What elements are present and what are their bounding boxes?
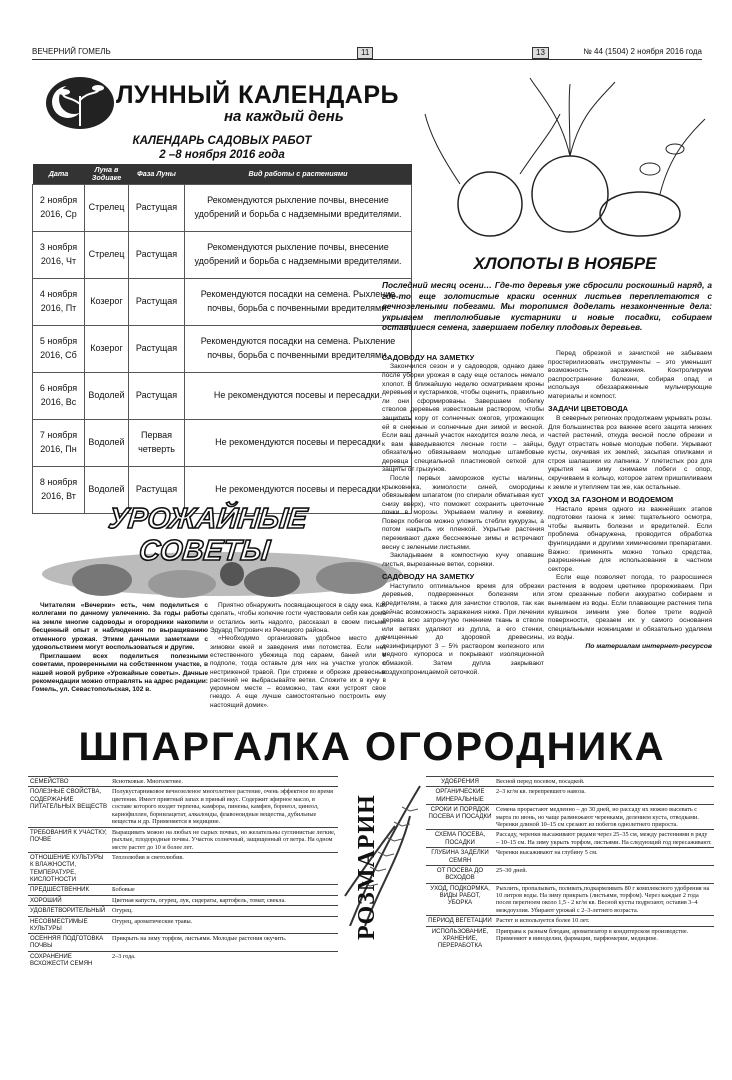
row-label: ПОЛЕЗНЫЕ СВОЙСТВА, СОДЕРЖАНИЕ ПИТАТЕЛЬНЫХ ВЕЩЕСТВ — [28, 787, 110, 827]
date-cell: 4 ноября 2016, Пт — [33, 278, 85, 325]
date-cell: 2 ноября 2016, Ср — [33, 184, 85, 231]
column-header: Дата — [33, 164, 85, 184]
work-cell: Не рекомендуются посевы и пересадки. — [185, 372, 412, 419]
paragraph: В северных регионах продолжаем укрывать розы. Для большинства роз важнее всего защита нижних частей растений, откуда весной после обрезки и будут отрастать новые молодые побеги. Укрывают кусты, окучивая их землей, засыпая опилками и строя шалашики из лапника. У плетистых роз для укрытия на зиму снимаем побеги с опор, скручиваем в кольцо, которое затем пришпиливаем к земле и утепляем так же, как остальные. — [548, 414, 712, 491]
zodiac-cell: Стрелец — [85, 184, 129, 231]
gardener-cheatsheet-title: ШПАРГАЛКА ОГОРОДНИКА — [78, 725, 666, 769]
work-cell: Рекомендуются рыхление почвы, внесение удобрений и борьба с надземными вредителями. — [185, 184, 412, 231]
table-row — [33, 419, 412, 466]
advice-letter-text-2: «Необходимо организовать удобное место для зимовки ежей и заведения ими потомства. Если нет естественного убежища под сараем, баней или в подполе, тогда оставьте для них на участке уголок с нестриженой травой. При стрижке и обрезке древесных растений не выбрасывайте ветки. Сложите их в кучу в укромном месте – возможно, там ежи устроят свое гнездо. А еще лучше самостоятельно построить ему настоящий домик». — [210, 635, 386, 709]
row-label: ГЛУБИНА ЗАДЕЛКИ СЕМЯН — [426, 848, 494, 866]
work-cell: Рекомендуются посадки на семена. Рыхление почвы, борьба с почвенными вредителями. — [185, 325, 412, 372]
date-cell: 3 ноября 2016, Чт — [33, 231, 85, 278]
date-cell: 6 ноября 2016, Вс — [33, 372, 85, 419]
date-cell: 8 ноября 2016, Вт — [33, 466, 85, 513]
paragraph: Перед обрезкой и зачисткой не забываем простерилизовать инструменты – это уменьшит возможность заражения. Контролируем распространение болезни, собирая опад и используя обеззараженные мульчирующие материалы и компост. — [548, 350, 712, 400]
november-chores-lead: Последний месяц осени… Где-то деревья уже сбросили роскошный наряд, а где-то еще золотистые краски осенних листьев переплетаются с вечнозелеными побегами. Мы торопимся доделать незаконченные дела: укрываем теплолюбивые кустарники и новые посадки, собираем оставшиеся семена, завершаем побелку плодовых деревьев. — [382, 280, 712, 333]
table-row — [426, 830, 714, 848]
source-credit: По материалам интернет-ресурсов — [585, 642, 712, 650]
row-label: ОРГАНИЧЕСКИЕ МИНЕРАЛЬНЫЕ — [426, 787, 494, 805]
row-value: Растет и используется более 10 лет. — [494, 916, 714, 926]
row-value: Огурец. — [110, 906, 338, 916]
table-row — [33, 372, 412, 419]
advice-intro-text: Читателям «Вечерки» есть, чем поделиться с коллегами по дачному увлечению. За годы работы на земле многие садоводы и огородники накопили бесценный опыт и наблюдения по выращиванию отменного урожая. Этими дачными заметками с удовольствием могут воспользоваться и другие. — [32, 602, 208, 652]
row-label: ИСПОЛЬЗОВАНИЕ, ХРАНЕНИЕ, ПЕРЕРАБОТКА — [426, 926, 494, 950]
table-row — [426, 787, 714, 805]
date-cell: 5 ноября 2016, Сб — [33, 325, 85, 372]
row-label: ПРЕДШЕСТВЕННИК — [28, 885, 110, 895]
row-value: Полукустарниковое вечнозеленое многолетнее растение, очень эффектное во время цветения. Имеет приятный запах и пряный вкус. Содержит эфирное масло, в составе которого входят терпены, камфора, пинены, камфен, борнеол, цинеол, кариофиллен, борнилацетат, алкалоиды, флавоноидные вещества, дубильные вещества и др. Применяется в медицине. — [110, 787, 338, 827]
work-cell: Не рекомендуются посевы и пересадки — [185, 419, 412, 466]
phase-cell: Растущая — [129, 325, 185, 372]
calendar-heading-line2: 2 –8 ноября 2016 года — [159, 149, 285, 162]
table-row — [28, 951, 338, 968]
page-number-right: 13 — [532, 47, 549, 59]
table-row — [426, 865, 714, 883]
work-cell: Не рекомендуются посевы и пересадки — [185, 466, 412, 513]
row-value: Рассаду, черенки высаживают рядами через 25–35 см, между растениями в ряду – 10–15 см. На зиму укрыть торфом, листьями. На следующий год пересаживают. — [494, 830, 714, 848]
advice-letter-column — [210, 602, 386, 710]
table-row — [28, 916, 338, 934]
table-row — [426, 777, 714, 787]
row-value: Приправа к разным блюдам, ароматизатор в кондитерском производстве. Применяют в виноделии, фармации, парфюмерии, медицине. — [494, 926, 714, 950]
paragraph: После первых заморозков кусты малины, крыжовника, жимолости синей, смородины обвязываем шпагатом (по спирали обматывая куст снизу вверх), что поможет сохранить цветочные почки в морозы. Укрываем малину и ежевику. Поверх побегов можно уложить стебли кукурузы, а потом накрыть их пленкой. Укрытые растения переживают даже бесснежные зимы и встречают весну с зелеными листьями. — [382, 474, 544, 551]
section-heading: ЗАДАЧИ ЦВЕТОВОДА — [548, 404, 628, 414]
table-row — [33, 278, 412, 325]
paragraph: Наступило оптимальное время для обрезки деревьев, подверженных болезням или вредителям, а также для зачистки стволов, так как сейчас возможность заражения ниже. При лечении дерева всю затронутую гниением ткань в стволе или ветвях удаляют из дупла, а его стенки, очищенные до здоровой древесины, дезинфицируют 3 – 5% раствором железного или медного купороса и покрывают изоляционной обмазкой. Затем дупла закрывают воздухопроницаемой сеточкой. — [382, 582, 544, 676]
row-value: Черенки высаживают на глубину 5 см. — [494, 848, 714, 866]
phase-cell: Растущая — [129, 278, 185, 325]
table-row — [426, 805, 714, 830]
harvest-advice-title-line2: СОВЕТЫ — [137, 534, 272, 567]
table-row — [426, 916, 714, 926]
advice-intro-column — [32, 602, 208, 695]
table-row — [426, 926, 714, 950]
row-label: НЕСОВМЕСТИМЫЕ КУЛЬТУРЫ — [28, 916, 110, 934]
zodiac-cell: Водолей — [85, 372, 129, 419]
row-label: ОТ ПОСЕВА ДО ВСХОДОВ — [426, 865, 494, 883]
page-number-left: 11 — [357, 47, 373, 59]
table-row — [28, 906, 338, 916]
row-value: Семена прорастают медленно – до 30 дней, но рассаду их можно высевать с марта по июнь, но чаще размножают черенками, делением куста, отводками. Черенки длиной 10–15 см срезают из побегов однолетнего прироста. — [494, 805, 714, 830]
section-heading: САДОВОДУ НА ЗАМЕТКУ — [382, 572, 475, 582]
date-cell: 7 ноября 2016, Пн — [33, 419, 85, 466]
paragraph: Закладываем в компостную кучу опавшие листья, вырезанные ветки, сорняки. — [382, 552, 544, 568]
column-header: Фаза Луны — [129, 164, 185, 184]
row-label: ТРЕБОВАНИЯ К УЧАСТКУ, ПОЧВЕ — [28, 827, 110, 852]
advice-letter-text: Приятно обнаружить посвящающегося в саду ежа. Как сделать, чтобы колючие гости чувствовали себя как дома и остались жить надолго, рассказал в своем письме Эдуард Петрович из Речицкого района. — [210, 602, 386, 634]
row-value: Цветная капуста, огурец, лук, сидераты, картофель, томат, свекла. — [110, 895, 338, 905]
lunar-calendar-table — [32, 164, 412, 514]
table-row — [33, 184, 412, 231]
row-value: Весной перед посевом, посадкой. — [494, 777, 714, 787]
table-row — [28, 777, 338, 787]
table-row — [28, 934, 338, 952]
row-label: СРОКИ И ПОРЯДОК ПОСЕВА И ПОСАДКИ — [426, 805, 494, 830]
column-header: Луна в Зодиаке — [85, 164, 129, 184]
calendar-heading — [32, 134, 412, 163]
row-label: УДОБРЕНИЯ — [426, 777, 494, 787]
row-value: Яснотковые. Многолетнее. — [110, 777, 338, 787]
phase-cell: Растущая — [129, 231, 185, 278]
cheatsheet-left-table — [28, 776, 338, 968]
paragraph: Если еще позволяет погода, то разросшиеся растения в водоем цветнике прореживаем. При этом срезанные побеги аккуратно собираем и вынимаем из воды. Если плавающие растения типа кувшинок зимним уже более трети водной поверхности, срезаем их у самого основания специальными ножницами и обязательно удаляем из воды. — [548, 574, 712, 642]
row-value: 2–3 кг/м кв. перепревшего навоза. — [494, 787, 714, 805]
harvest-advice-title-line1: УРОЖАЙНЫЕ — [106, 503, 309, 535]
work-cell: Рекомендуются посадки на семена. Рыхление почвы, борьба с почвенными вредителями. — [185, 278, 412, 325]
row-value: Прикрыть на зиму торфом, листьями. Молодые растения окучить. — [110, 934, 338, 952]
table-row — [33, 231, 412, 278]
table-row — [28, 895, 338, 905]
paragraph: Настало время одного из важнейших этапов подготовки газона к зиме: тщательного осмотра, чтобы выявить болезни и вредителей. Если проблема обнаружена, проводится обработка фунгицидами и другими химическими препаратами. Важно: применять можно только средства, разрешенные для использования в частном секторе. — [548, 505, 712, 573]
page-header — [32, 44, 702, 60]
chores-column-2 — [548, 350, 712, 652]
row-label: ПЕРИОД ВЕГЕТАЦИИ — [426, 916, 494, 926]
harvest-advice-title — [43, 504, 370, 568]
phase-cell: Растущая — [129, 466, 185, 513]
zodiac-cell: Козерог — [85, 278, 129, 325]
row-label: ХОРОШИЙ — [28, 895, 110, 905]
table-row — [426, 883, 714, 916]
table-row — [28, 885, 338, 895]
row-label: ОСЕННЯЯ ПОДГОТОВКА ПОЧВЫ — [28, 934, 110, 952]
table-row — [28, 787, 338, 827]
table-row — [33, 325, 412, 372]
row-label: ОТНОШЕНИЕ КУЛЬТУРЫ К ВЛАЖНОСТИ, ТЕМПЕРАТУРЕ, КИСЛОТНОСТИ — [28, 852, 110, 884]
phase-cell: Растущая — [129, 372, 185, 419]
row-value: 2–3 года. — [110, 951, 338, 968]
row-label: УХОД, ПОДКОРМКА, ВИДЫ РАБОТ, УБОРКА — [426, 883, 494, 916]
lunar-calendar-title: ЛУННЫЙ КАЛЕНДАРЬ — [116, 81, 399, 109]
calendar-heading-line1: КАЛЕНДАРЬ САДОВЫХ РАБОТ — [132, 135, 312, 147]
calendar-table-header — [33, 164, 412, 184]
chores-column-1 — [382, 350, 544, 677]
row-value: Огурец, ароматические травы. — [110, 916, 338, 934]
row-value: Выращивать можно на любых не сырых почвах, но желательны суглинистые легкие, рыхлые, плодородные почвы. Участок солнечный, защищенный от ветра. На одном месте растет до 10 и более лет. — [110, 827, 338, 852]
section-heading: УХОД ЗА ГАЗОНОМ И ВОДОЕМОМ — [548, 495, 674, 505]
row-value: Бобовые — [110, 885, 338, 895]
november-chores-title: ХЛОПОТЫ В НОЯБРЕ — [473, 254, 657, 273]
moon-plant-logo-icon — [40, 74, 120, 132]
paragraph: Закончился сезон и у садоводов, однако даже после уборки урожая в саду еще осталось немало хлопот. В ближайшую неделю осматриваем кроны деревьев и кустарников, чтобы оценить, правильно ли они сформированы. Завершаем побелку стволов деревьев известковым раствором, чтобы защитить кору от солнечных ожогов, угрожающих ей в снежные и солнечные дни зимой и весной. Если ваш дачный участок находится возле леса, и к вам наведываются лесные гости – зайцы, обязательно обвязываем молодые штамбовые деревца специальной пластиковой сеткой для защиты от грызунов. — [382, 363, 544, 474]
harvest-advice-banner — [32, 504, 412, 600]
row-label: СОХРАНЕНИЕ ВСХОЖЕСТИ СЕМЯН — [28, 951, 110, 968]
cheatsheet-right-table — [426, 776, 714, 951]
row-label: СЕМЕЙСТВО — [28, 777, 110, 787]
zodiac-cell: Водолей — [85, 419, 129, 466]
table-row — [28, 852, 338, 884]
row-label: УДОВЛЕТВОРИТЕЛЬНЫЙ — [28, 906, 110, 916]
plant-name-vertical: РОЗМАРИН — [354, 794, 380, 940]
phase-cell: Растущая — [129, 184, 185, 231]
vegetables-illustration — [420, 74, 710, 249]
column-header: Вид работы с растениями — [185, 164, 412, 184]
lunar-calendar-subtitle: на каждый день — [224, 108, 344, 125]
table-row — [28, 827, 338, 852]
row-label: СХЕМА ПОСЕВА, ПОСАДКИ — [426, 830, 494, 848]
phase-cell: Первая четверть — [129, 419, 185, 466]
issue-info: № 44 (1504) 2 ноября 2016 года — [583, 47, 702, 56]
zodiac-cell: Водолей — [85, 466, 129, 513]
zodiac-cell: Стрелец — [85, 231, 129, 278]
row-value: Теплолюбив и светолюбив. — [110, 852, 338, 884]
row-value: Рыхлить, пропалывать, поливать,подкармливать 80 г комплексного удобрения на 10 литров воды. На зиму прикрыть (листьями, торфом). Через каждые 2 года посев перегноем около 1,5 - 2 кг/м кв. Весной кусты подрезают, оставив 3–4 междоузлия. Убирают урожай с 2–3-летнего возраста. — [494, 883, 714, 916]
work-cell: Рекомендуются рыхление почвы, внесение удобрений и борьба с надземными вредителями. — [185, 231, 412, 278]
newspaper-name: ВЕЧЕРНИЙ ГОМЕЛЬ — [32, 47, 111, 56]
zodiac-cell: Козерог — [85, 325, 129, 372]
row-value: 25–30 дней. — [494, 865, 714, 883]
table-row — [426, 848, 714, 866]
advice-intro-text-2: Приглашаем всех поделиться полезными советами, проверенными на собственном участке, в нашей новой рубрике «Урожайные советы». Дачные рекомендации можно отправлять на адрес редакции: Гомель, ул. Севастопольская, 102 в. — [32, 652, 209, 694]
section-heading: САДОВОДУ НА ЗАМЕТКУ — [382, 353, 475, 362]
